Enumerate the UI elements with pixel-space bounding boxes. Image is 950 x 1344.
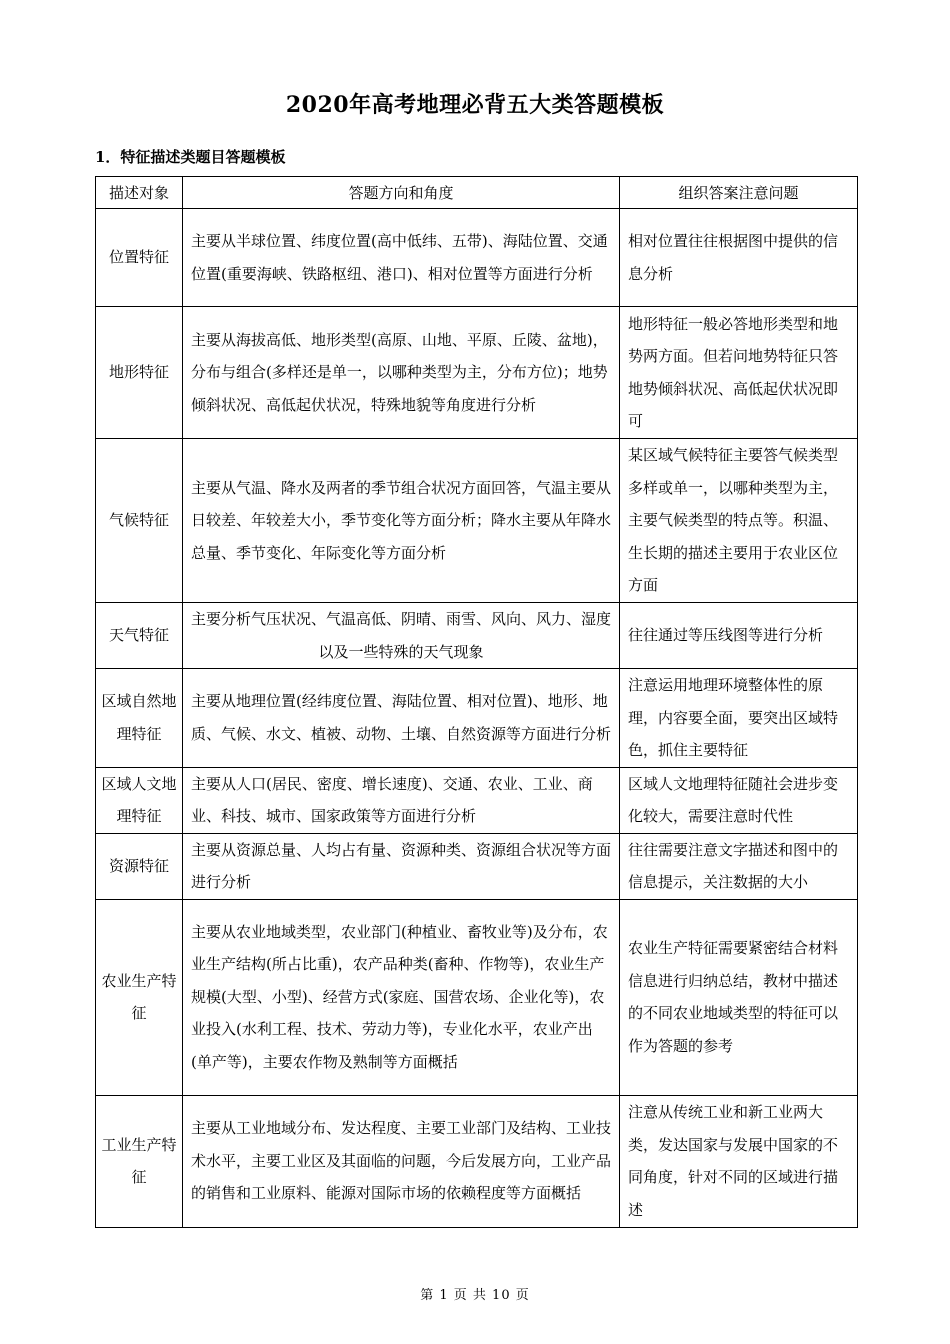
row-notes: 某区域气候特征主要答气候类型多样或单一，以哪种类型为主，主要气候类型的特点等。积温、生长期的描述主要用于农业区位方面 [620,439,858,603]
table-row [96,209,858,307]
table-header-row [96,177,858,209]
row-direction: 主要从半球位置、纬度位置(高中低纬、五带)、海陆位置、交通位置(重要海峡、铁路枢纽、港口)、相对位置等方面进行分析 [183,209,620,307]
table-row [96,439,858,603]
row-notes: 往往通过等压线图等进行分析 [620,603,858,669]
row-notes: 区域人文地理特征随社会进步变化较大，需要注意时代性 [620,767,858,833]
page-footer: 第 1 页 共 10 页 [420,1288,530,1303]
row-object: 工业生产特征 [96,1095,183,1227]
table-row [96,603,858,669]
answer-template-table [95,176,858,1228]
header-notes: 组织答案注意问题 [620,177,858,209]
row-notes: 注意从传统工业和新工业两大类，发达国家与发展中国家的不同角度，针对不同的区域进行描述 [620,1095,858,1227]
row-direction: 主要从农业地域类型，农业部门(种植业、畜牧业等)及分布，农业生产结构(所占比重)，农产品种类(畜种、作物等)，农业生产规模(大型、小型)、经营方式(家庭、国营农场、企业化等)，农业投入(水利工程、技术、劳动力等)，专业化水平，农业产出(单产等)，主要农作物及熟制等方面概括 [183,899,620,1095]
page-title: 2020年高考地理必背五大类答题模板 [285,92,665,118]
table-row [96,1095,858,1227]
row-direction: 主要从海拔高低、地形类型(高原、山地、平原、丘陵、盆地)，分布与组合(多样还是单一，以哪种类型为主，分布方位)；地势倾斜状况、高低起伏状况，特殊地貌等角度进行分析 [183,307,620,439]
row-notes: 农业生产特征需要紧密结合材料信息进行归纳总结，教材中描述的不同农业地域类型的特征可以作为答题的参考 [620,899,858,1095]
table-row [96,669,858,768]
row-direction: 主要分析气压状况、气温高低、阴晴、雨雪、风向、风力、湿度以及一些特殊的天气现象 [183,603,620,669]
row-direction: 主要从工业地域分布、发达程度、主要工业部门及结构、工业技术水平，主要工业区及其面临的问题，今后发展方向，工业产品的销售和工业原料、能源对国际市场的依赖程度等方面概括 [183,1095,620,1227]
table-row [96,307,858,439]
row-direction: 主要从地理位置(经纬度位置、海陆位置、相对位置)、地形、地质、气候、水文、植被、动物、土壤、自然资源等方面进行分析 [183,669,620,768]
table-row [96,833,858,899]
row-object: 区域人文地理特征 [96,767,183,833]
row-notes: 相对位置往往根据图中提供的信息分析 [620,209,858,307]
row-direction: 主要从人口(居民、密度、增长速度)、交通、农业、工业、商业、科技、城市、国家政策等方面进行分析 [183,767,620,833]
row-notes: 注意运用地理环境整体性的原理，内容要全面，要突出区域特色，抓住主要特征 [620,669,858,768]
row-direction: 主要从资源总量、人均占有量、资源种类、资源组合状况等方面进行分析 [183,833,620,899]
row-direction: 主要从气温、降水及两者的季节组合状况方面回答，气温主要从日较差、年较差大小，季节变化等方面分析；降水主要从年降水总量、季节变化、年际变化等方面分析 [183,439,620,603]
row-notes: 往往需要注意文字描述和图中的信息提示，关注数据的大小 [620,833,858,899]
section-heading: 1．特征描述类题目答题模板 [95,148,286,166]
header-object: 描述对象 [96,177,183,209]
row-object: 地形特征 [96,307,183,439]
row-object: 气候特征 [96,439,183,603]
row-object: 天气特征 [96,603,183,669]
table-row [96,899,858,1095]
row-object: 区域自然地理特征 [96,669,183,768]
row-object: 农业生产特征 [96,899,183,1095]
header-direction: 答题方向和角度 [183,177,620,209]
row-object: 位置特征 [96,209,183,307]
row-notes: 地形特征一般必答地形类型和地势两方面。但若问地势特征只答地势倾斜状况、高低起伏状况即可 [620,307,858,439]
row-object: 资源特征 [96,833,183,899]
table-row [96,767,858,833]
